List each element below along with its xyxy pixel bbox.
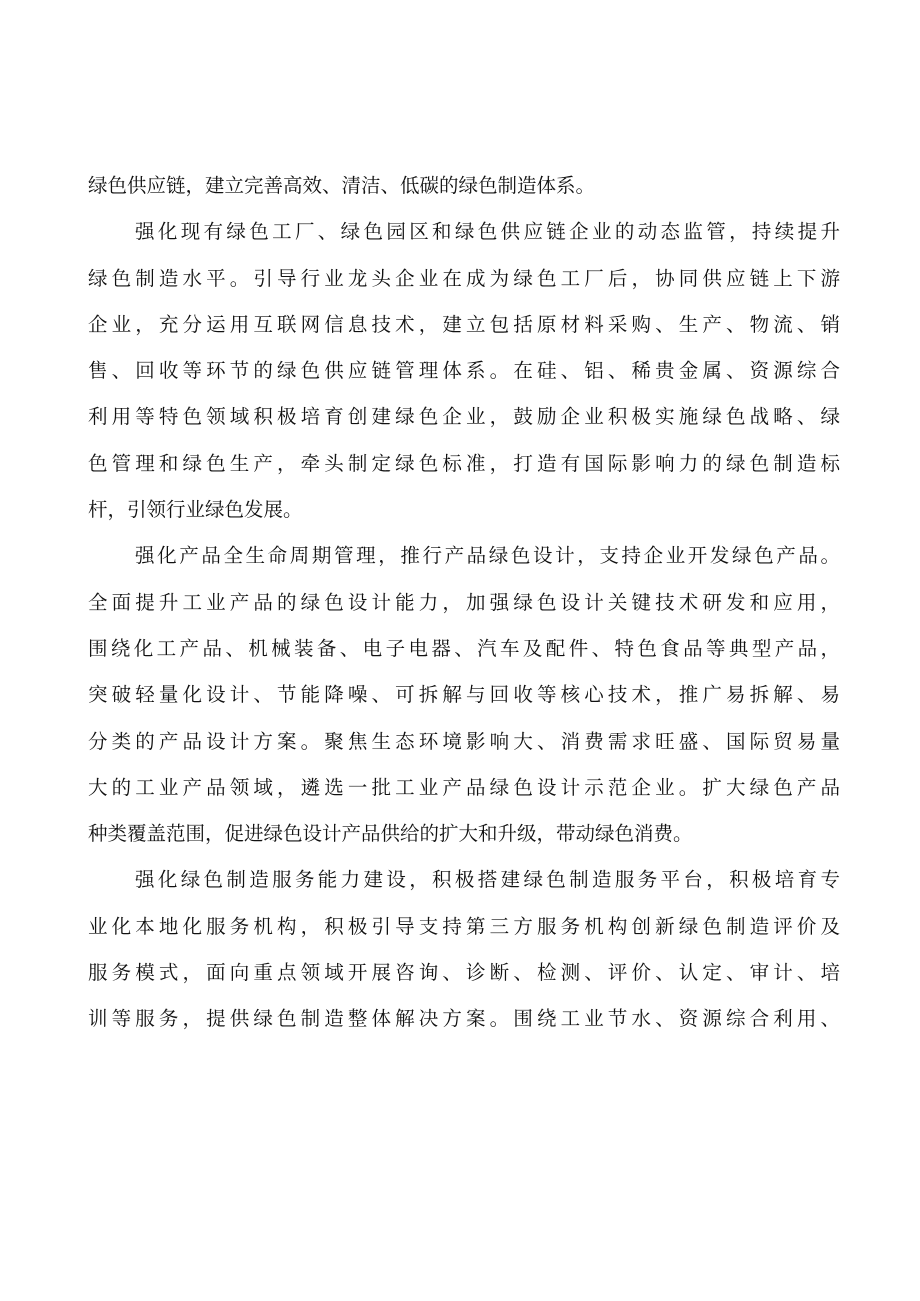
text-line: 大的工业产品领域，遴选一批工业产品绿色设计示范企业。扩大绿色产品	[88, 775, 840, 799]
text-line: 种类覆盖范围，促进绿色设计产品供给的扩大和升级，带动绿色消费。	[88, 822, 693, 846]
text-line: 分类的产品设计方案。聚焦生态环境影响大、消费需求旺盛、国际贸易量	[88, 729, 840, 753]
text-line: 全面提升工业产品的绿色设计能力，加强绿色设计关键技术研发和应用，	[88, 590, 840, 614]
text-line: 强化绿色制造服务能力建设，积极搭建绿色制造服务平台，积极培育专	[135, 868, 840, 892]
text-line: 绿色制造水平。引导行业龙头企业在成为绿色工厂后，协同供应链上下游	[88, 266, 840, 290]
body-text	[88, 163, 840, 1043]
text-line: 杆，引领行业绿色发展。	[88, 498, 303, 522]
text-line: 售、回收等环节的绿色供应链管理体系。在硅、铝、稀贵金属、资源综合	[88, 359, 840, 383]
text-line: 强化产品全生命周期管理，推行产品绿色设计，支持企业开发绿色产品。	[135, 544, 840, 568]
text-line: 服务模式，面向重点领域开展咨询、诊断、检测、评价、认定、审计、培	[88, 961, 840, 985]
text-line: 企业，充分运用互联网信息技术，建立包括原材料采购、生产、物流、销	[88, 312, 840, 336]
text-line: 训等服务，提供绿色制造整体解决方案。围绕工业节水、资源综合利用、	[88, 1007, 840, 1031]
text-line: 色管理和绿色生产，牵头制定绿色标准，打造有国际影响力的绿色制造标	[88, 451, 840, 475]
text-line: 绿色供应链，建立完善高效、清洁、低碳的绿色制造体系。	[88, 174, 596, 197]
text-line: 强化现有绿色工厂、绿色园区和绿色供应链企业的动态监管，持续提升	[135, 220, 840, 244]
text-line: 围绕化工产品、机械装备、电子电器、汽车及配件、特色食品等典型产品，	[88, 636, 840, 660]
text-line: 业化本地化服务机构，积极引导支持第三方服务机构创新绿色制造评价及	[88, 914, 840, 938]
text-line: 突破轻量化设计、节能降噪、可拆解与回收等核心技术，推广易拆解、易	[88, 683, 840, 707]
text-line: 利用等特色领域积极培育创建绿色企业，鼓励企业积极实施绿色战略、绿	[88, 405, 840, 429]
